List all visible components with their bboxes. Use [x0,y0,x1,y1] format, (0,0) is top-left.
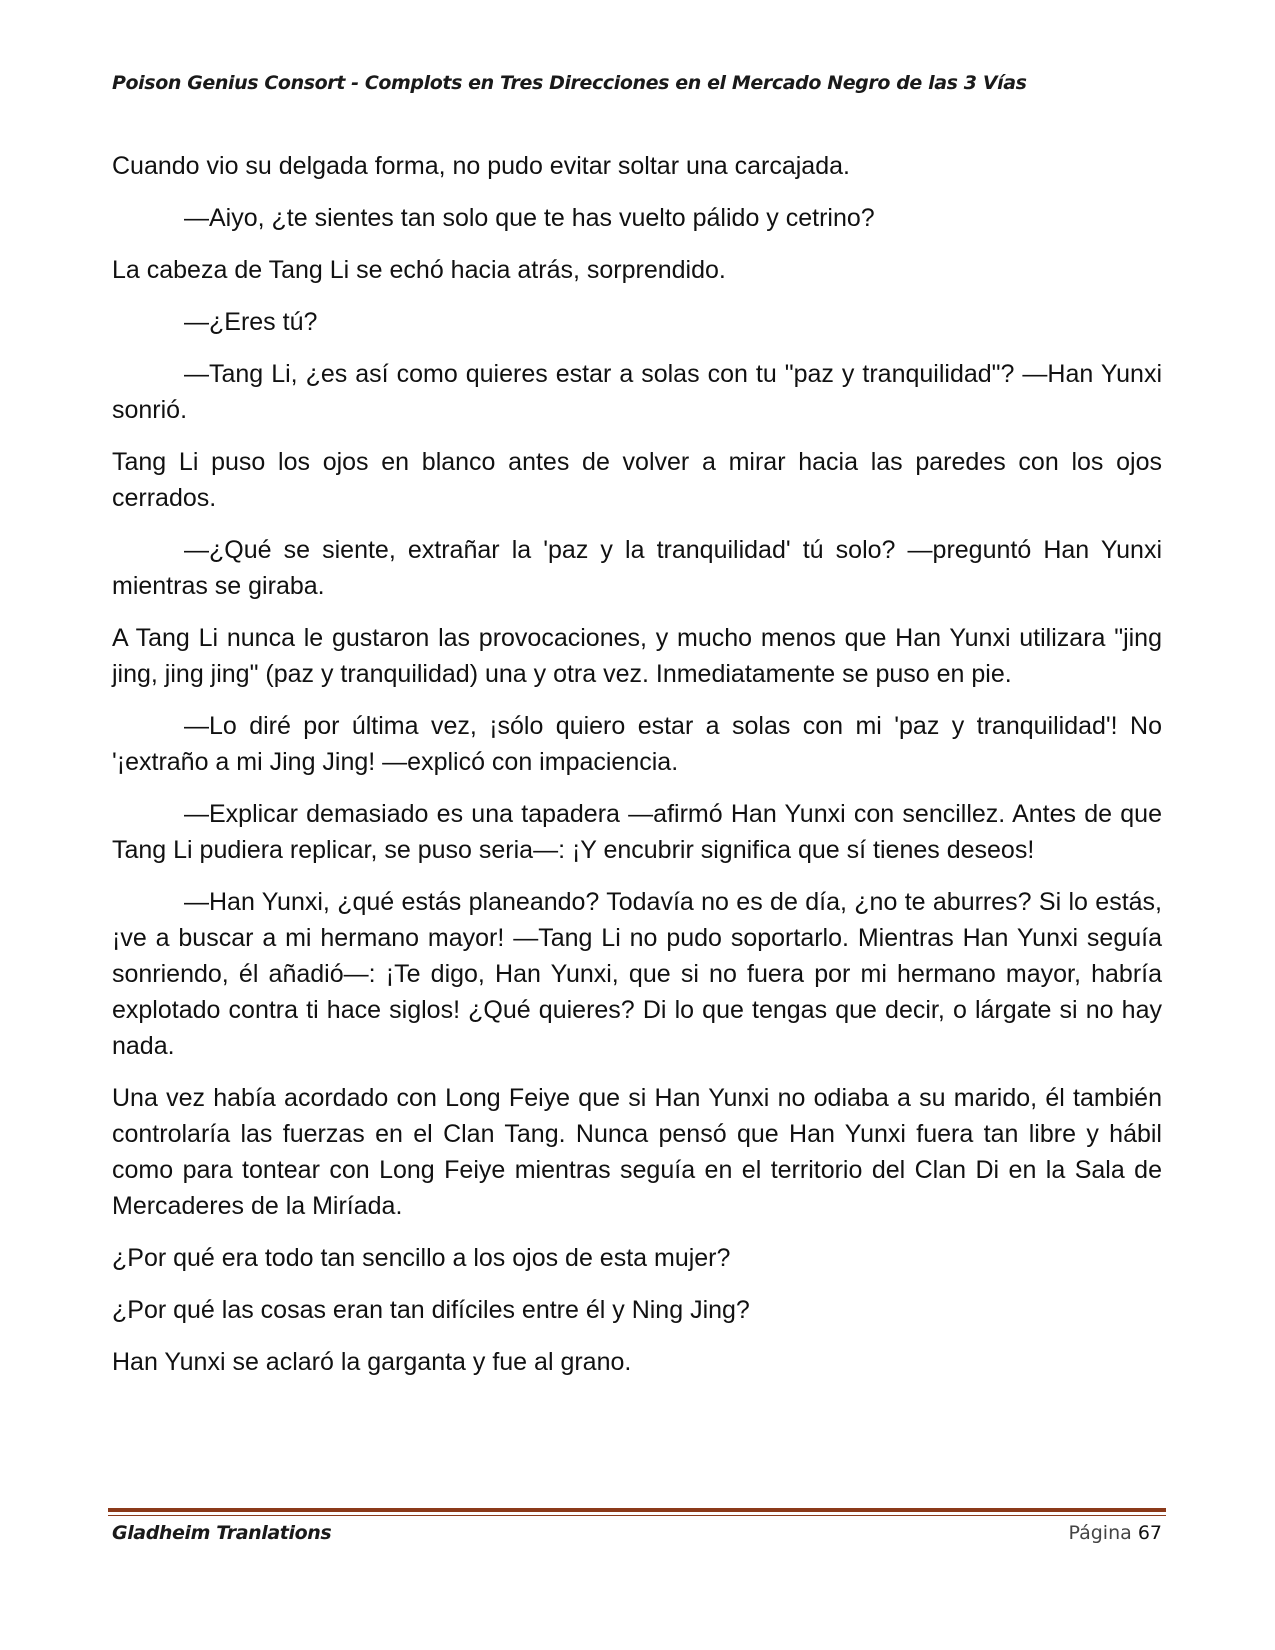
page-label: Página [1068,1522,1132,1544]
paragraph: —Explicar demasiado es una tapadera —afirmó Han Yunxi con sencillez. Antes de que Tang Li pudiera replicar, se puso seria—: ¡Y encubrir significa que sí tienes deseos! [112,800,1162,864]
paragraph: ¿Por qué las cosas eran tan difíciles entre él y Ning Jing? [112,1296,750,1324]
paragraph: —Aiyo, ¿te sientes tan solo que te has vuelto pálido y cetrino? [184,204,875,232]
page-number: 67 [1137,1522,1162,1544]
document-body [112,148,1162,1396]
page-header-title: Poison Genius Consort - Complots en Tres Direcciones en el Mercado Negro de las 3 Vías [112,72,1027,94]
paragraph: Tang Li puso los ojos en blanco antes de volver a mirar hacia las paredes con los ojos cerrados. [112,448,1162,512]
paragraph: ¿Por qué era todo tan sencillo a los ojos de esta mujer? [112,1244,731,1272]
paragraph: —Tang Li, ¿es así como quieres estar a solas con tu "paz y tranquilidad"? —Han Yunxi sonrió. [112,360,1162,424]
paragraph: Han Yunxi se aclaró la garganta y fue al grano. [112,1348,632,1376]
footer-page-number [1068,1522,1162,1544]
footer-translator-name: Gladheim Tranlations [112,1522,332,1544]
paragraph: Cuando vio su delgada forma, no pudo evitar soltar una carcajada. [112,152,850,180]
footer-divider-thick [108,1508,1166,1512]
paragraph: La cabeza de Tang Li se echó hacia atrás, sorprendido. [112,256,726,284]
paragraph: —¿Qué se siente, extrañar la 'paz y la tranquilidad' tú solo? —preguntó Han Yunxi mientras se giraba. [112,536,1162,600]
paragraph: —¿Eres tú? [184,308,318,336]
footer-divider-thin [108,1515,1166,1516]
paragraph: Una vez había acordado con Long Feiye que si Han Yunxi no odiaba a su marido, él también controlaría las fuerzas en el Clan Tang. Nunca pensó que Han Yunxi fuera tan libre y hábil como para tontear con Long Feiye mientras seguía en el territorio del Clan Di en la Sala de Mercaderes de la Miríada. [112,1084,1162,1220]
paragraph: —Han Yunxi, ¿qué estás planeando? Todavía no es de día, ¿no te aburres? Si lo estás, ¡ve a buscar a mi hermano mayor! —Tang Li no pudo soportarlo. Mientras Han Yunxi seguía sonriendo, él añadió—: ¡Te digo, Han Yunxi, que si no fuera por mi hermano mayor, habría explotado contra ti hace siglos! ¿Qué quieres? Di lo que tengas que decir, o lárgate si no hay nada. [112,888,1162,1060]
paragraph: —Lo diré por última vez, ¡sólo quiero estar a solas con mi 'paz y tranquilidad'! No '¡extraño a mi Jing Jing! —explicó con impaciencia. [112,712,1162,776]
paragraph: A Tang Li nunca le gustaron las provocaciones, y mucho menos que Han Yunxi utilizara "jing jing, jing jing" (paz y tranquilidad) una y otra vez. Inmediatamente se puso en pie. [112,624,1162,688]
